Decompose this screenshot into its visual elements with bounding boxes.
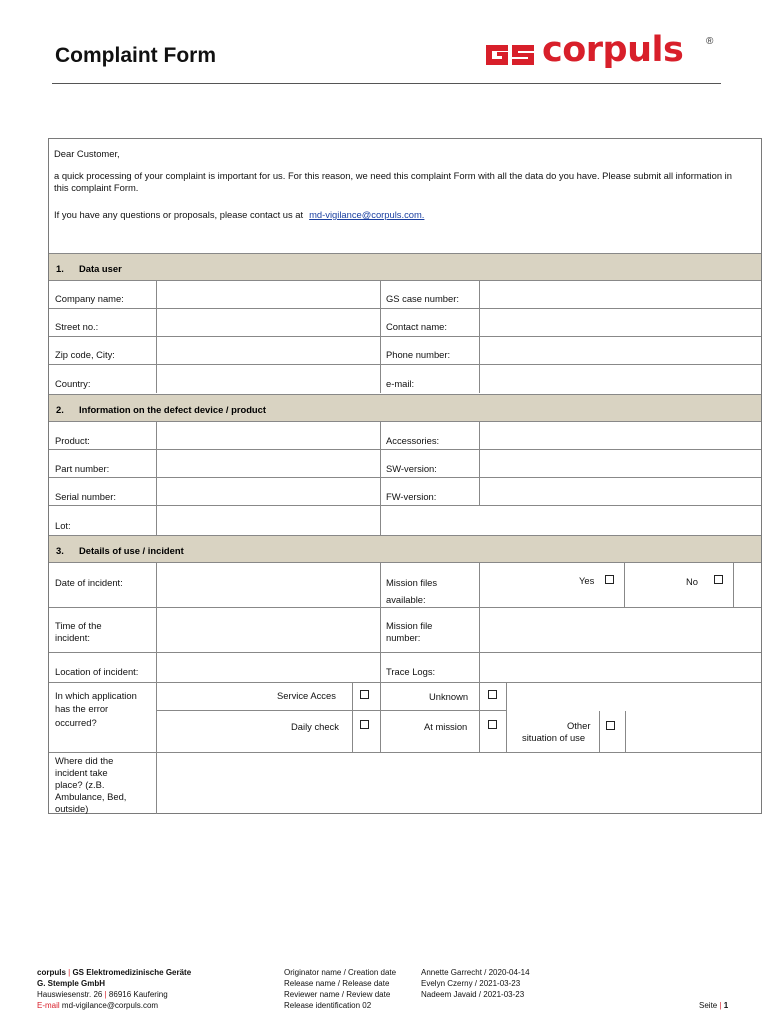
footer-city: 86916 Kaufering (108, 990, 168, 999)
fw-version-field[interactable] (479, 478, 761, 505)
where-label-1: Where did the (55, 755, 114, 766)
serial-number-field[interactable] (156, 478, 380, 505)
table-row (49, 365, 761, 393)
section-2-header (49, 394, 761, 422)
footer-email[interactable]: md-vigilance@corpuls.com (61, 1001, 159, 1010)
contact-text: If you have any questions or proposals, please contact us at (54, 209, 304, 220)
street-field[interactable] (156, 309, 380, 336)
corpuls-logo (482, 30, 722, 76)
where-label-2: incident take (55, 767, 108, 778)
application-block (49, 683, 761, 753)
registered-mark: ® (706, 36, 714, 47)
table-row (49, 506, 761, 535)
page-label: Seite (699, 1001, 718, 1010)
complaint-form (48, 138, 762, 814)
page-num: 1 (723, 1001, 729, 1010)
section-title: Data user (79, 263, 122, 274)
table-row (49, 337, 761, 365)
table-row (49, 753, 761, 814)
section-title: Information on the defect device / product (79, 404, 266, 415)
logo-wordmark: corpuls (542, 30, 684, 70)
at-mission-label: At mission (424, 721, 468, 732)
part-number-field[interactable] (156, 450, 380, 477)
intro-text (54, 148, 744, 221)
contact-name-field[interactable] (479, 309, 761, 336)
yes-label: Yes (579, 575, 595, 586)
mission-file-number-label-2: number: (386, 632, 421, 643)
unknown-label: Unknown (429, 691, 469, 702)
page-number (699, 1000, 728, 1011)
contact-name-label: Contact name: (386, 321, 447, 332)
trace-logs-label: Trace Logs: (386, 666, 436, 677)
section-3-header (49, 535, 761, 563)
zip-city-field[interactable] (156, 337, 380, 364)
meta-value: Evelyn Czerny / 2021-03-23 (421, 979, 521, 988)
daily-check-label: Daily check (291, 721, 339, 732)
application-label-1: In which application (55, 690, 137, 701)
other-checkbox[interactable] (606, 721, 615, 730)
footer-street: Hauswiesenstr. 26 (37, 990, 103, 999)
mission-files-label-line2: available: (386, 594, 426, 605)
fw-version-label: FW-version: (386, 491, 437, 502)
contact-line (54, 209, 744, 221)
part-number-label: Part number: (55, 463, 110, 474)
mission-file-number-label-1: Mission file (386, 620, 433, 631)
mission-files-label-line1: Mission files (386, 577, 438, 588)
location-of-incident-label: Location of incident: (55, 666, 139, 677)
page-sep: | (719, 1001, 722, 1010)
table-row (49, 281, 761, 309)
gs-case-number-field[interactable] (479, 281, 761, 308)
table-row (49, 653, 761, 683)
other-label-1: Other (567, 720, 591, 731)
section-title: Details of use / incident (79, 545, 184, 556)
footer-sep: | (68, 968, 71, 977)
phone-number-field[interactable] (479, 337, 761, 364)
application-label-2: has the error (55, 703, 109, 714)
meta-label: Release name / Release date (284, 979, 390, 988)
section-1-header (49, 253, 761, 281)
country-label: Country: (55, 378, 91, 389)
email-label: e-mail: (386, 378, 415, 389)
meta-value: Annette Garrecht / 2020-04-14 (421, 968, 530, 977)
email-field[interactable] (479, 365, 761, 393)
footer-brand: corpuls (37, 968, 66, 977)
footer-company-name: GS Elektromedizinische Geräte (72, 968, 192, 977)
meta-label: Release identification 02 (284, 1001, 372, 1010)
company-name-field[interactable] (156, 281, 380, 308)
mission-file-number-field[interactable] (479, 608, 761, 652)
footer-sep: | (104, 990, 107, 999)
table-row (49, 422, 761, 450)
gs-case-number-label: GS case number: (386, 293, 459, 304)
sw-version-label: SW-version: (386, 463, 437, 474)
footer-meta-values (421, 967, 530, 1000)
footer-meta-labels (284, 967, 396, 1011)
section-number: 3. (56, 545, 64, 556)
accessories-label: Accessories: (386, 435, 440, 446)
serial-number-label: Serial number: (55, 491, 116, 502)
section-number: 2. (56, 404, 64, 415)
footer-company (37, 967, 191, 1011)
time-of-incident-field[interactable] (156, 608, 380, 652)
date-of-incident-label: Date of incident: (55, 577, 123, 588)
lot-label: Lot: (55, 520, 71, 531)
trace-logs-field[interactable] (479, 653, 761, 682)
yes-checkbox[interactable] (605, 575, 614, 584)
where-label-4: Ambulance, Bed, (55, 791, 127, 802)
at-mission-checkbox[interactable] (488, 720, 497, 729)
time-of-incident-label-1: Time of the (55, 620, 102, 631)
table-row (49, 563, 761, 608)
table-row (49, 478, 761, 506)
other-label-2: situation of use (522, 732, 586, 743)
table-row (49, 608, 761, 653)
gs-logo-icon (482, 37, 538, 73)
application-label-3: occurred? (55, 717, 97, 728)
time-of-incident-label-2: incident: (55, 632, 90, 643)
zip-city-label: Zip code, City: (55, 349, 115, 360)
section-number: 1. (56, 263, 64, 274)
table-row (49, 450, 761, 478)
meta-label: Reviewer name / Review date (284, 990, 391, 999)
service-acces-checkbox[interactable] (360, 690, 369, 699)
contact-email-link[interactable]: md-vigilance@corpuls.com. (309, 209, 425, 220)
meta-value: Nadeem Javaid / 2021-03-23 (421, 990, 525, 999)
product-field[interactable] (156, 422, 380, 449)
phone-number-label: Phone number: (386, 349, 451, 360)
accessories-field[interactable] (479, 422, 761, 449)
footer-company-name2: G. Stemple GmbH (37, 979, 106, 988)
sw-version-field[interactable] (479, 450, 761, 477)
where-label-5: outside) (55, 803, 89, 814)
footer-email-label: E-mail (37, 1001, 60, 1010)
no-checkbox[interactable] (714, 575, 723, 584)
table-row (49, 309, 761, 337)
meta-label: Originator name / Creation date (284, 968, 397, 977)
page-title: Complaint Form (55, 44, 216, 67)
date-of-incident-field[interactable] (156, 563, 380, 607)
product-label: Product: (55, 435, 90, 446)
intro-paragraph: a quick processing of your complaint is important for us. For this reason, we need this complaint Form with all the data do you have. Please submit all information in this complaint Form. (54, 170, 732, 193)
country-field[interactable] (156, 365, 380, 393)
where-field[interactable] (156, 753, 761, 814)
daily-check-checkbox[interactable] (360, 720, 369, 729)
location-of-incident-field[interactable] (156, 653, 380, 682)
service-acces-label: Service Acces (277, 690, 336, 701)
greeting: Dear Customer, (54, 148, 120, 159)
no-label: No (686, 576, 698, 587)
header-rule (52, 83, 721, 84)
where-label-3: place? (z.B. (55, 779, 105, 790)
company-name-label: Company name: (55, 293, 124, 304)
street-label: Street no.: (55, 321, 99, 332)
lot-field[interactable] (156, 506, 380, 535)
unknown-checkbox[interactable] (488, 690, 497, 699)
